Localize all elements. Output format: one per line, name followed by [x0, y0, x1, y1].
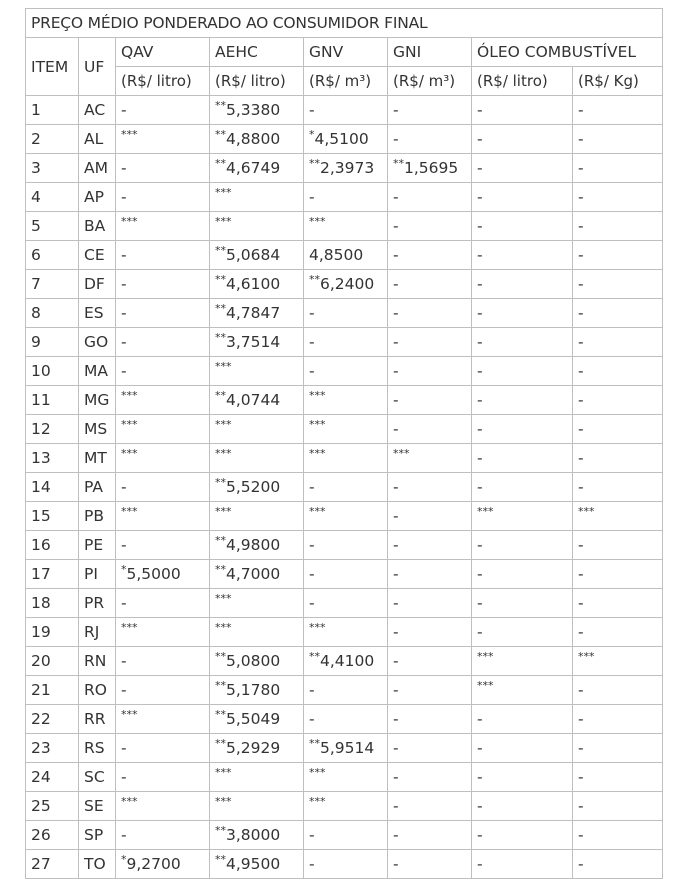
units-row: [26, 67, 663, 96]
gnv-cell: ***: [304, 444, 388, 473]
uf-cell: DF: [79, 270, 116, 299]
qav-cell: ***: [116, 415, 210, 444]
oleo-kg-cell: -: [573, 415, 663, 444]
table-row: [26, 444, 663, 473]
table-row: [26, 270, 663, 299]
gnv-cell: ***: [304, 502, 388, 531]
header-gnv: GNV: [304, 38, 388, 67]
item-cell: 12: [26, 415, 79, 444]
gnv-cell: -: [304, 705, 388, 734]
qav-cell: ***: [116, 444, 210, 473]
aehc-cell: **4,0744: [210, 386, 304, 415]
gnv-cell: ***: [304, 386, 388, 415]
oleo-kg-cell: -: [573, 183, 663, 212]
aehc-cell: ***: [210, 212, 304, 241]
qav-cell: -: [116, 270, 210, 299]
oleo-kg-cell: -: [573, 618, 663, 647]
item-cell: 24: [26, 763, 79, 792]
uf-cell: MT: [79, 444, 116, 473]
oleo-litro-cell: -: [472, 386, 573, 415]
oleo-litro-cell: -: [472, 792, 573, 821]
gni-cell: -: [388, 560, 472, 589]
gni-cell: -: [388, 415, 472, 444]
qav-cell: -: [116, 241, 210, 270]
price-table: [25, 8, 663, 879]
table-row: [26, 705, 663, 734]
gni-cell: -: [388, 705, 472, 734]
oleo-kg-cell: -: [573, 444, 663, 473]
qav-cell: *9,2700: [116, 850, 210, 879]
gnv-cell: ***: [304, 212, 388, 241]
uf-cell: PR: [79, 589, 116, 618]
table-row: [26, 125, 663, 154]
item-cell: 27: [26, 850, 79, 879]
oleo-litro-cell: -: [472, 850, 573, 879]
unit-qav: (R$/ litro): [116, 67, 210, 96]
gni-cell: -: [388, 96, 472, 125]
gni-cell: -: [388, 386, 472, 415]
table-row: [26, 618, 663, 647]
aehc-cell: **4,9500: [210, 850, 304, 879]
aehc-cell: **4,9800: [210, 531, 304, 560]
item-cell: 26: [26, 821, 79, 850]
qav-cell: ***: [116, 212, 210, 241]
qav-cell: ***: [116, 792, 210, 821]
qav-cell: -: [116, 328, 210, 357]
oleo-litro-cell: -: [472, 299, 573, 328]
item-cell: 20: [26, 647, 79, 676]
gni-cell: -: [388, 212, 472, 241]
uf-cell: CE: [79, 241, 116, 270]
oleo-kg-cell: -: [573, 821, 663, 850]
uf-cell: MS: [79, 415, 116, 444]
header-oleo: ÓLEO COMBUSTÍVEL: [472, 38, 663, 67]
gni-cell: -: [388, 734, 472, 763]
gni-cell: -: [388, 270, 472, 299]
oleo-kg-cell: -: [573, 328, 663, 357]
oleo-kg-cell: -: [573, 154, 663, 183]
oleo-kg-cell: -: [573, 763, 663, 792]
table-row: [26, 357, 663, 386]
uf-cell: RO: [79, 676, 116, 705]
uf-cell: RR: [79, 705, 116, 734]
gni-cell: **1,5695: [388, 154, 472, 183]
gnv-cell: **6,2400: [304, 270, 388, 299]
gnv-cell: -: [304, 357, 388, 386]
item-cell: 19: [26, 618, 79, 647]
oleo-kg-cell: -: [573, 270, 663, 299]
gnv-cell: -: [304, 183, 388, 212]
oleo-litro-cell: -: [472, 531, 573, 560]
gni-cell: -: [388, 821, 472, 850]
qav-cell: -: [116, 589, 210, 618]
oleo-litro-cell: -: [472, 96, 573, 125]
header-row: [26, 38, 663, 67]
gni-cell: -: [388, 850, 472, 879]
unit-oleo-litro: (R$/ litro): [472, 67, 573, 96]
oleo-litro-cell: -: [472, 589, 573, 618]
qav-cell: -: [116, 531, 210, 560]
gni-cell: -: [388, 241, 472, 270]
table-title: PREÇO MÉDIO PONDERADO AO CONSUMIDOR FINAL: [26, 9, 663, 38]
item-cell: 8: [26, 299, 79, 328]
uf-cell: BA: [79, 212, 116, 241]
table-row: [26, 386, 663, 415]
table-row: [26, 96, 663, 125]
oleo-litro-cell: -: [472, 705, 573, 734]
aehc-cell: ***: [210, 357, 304, 386]
table-row: [26, 734, 663, 763]
oleo-litro-cell: -: [472, 357, 573, 386]
aehc-cell: **5,0800: [210, 647, 304, 676]
gnv-cell: -: [304, 560, 388, 589]
oleo-litro-cell: -: [472, 415, 573, 444]
aehc-cell: **5,5200: [210, 473, 304, 502]
oleo-kg-cell: -: [573, 560, 663, 589]
uf-cell: MA: [79, 357, 116, 386]
oleo-litro-cell: -: [472, 473, 573, 502]
item-cell: 5: [26, 212, 79, 241]
table-row: [26, 589, 663, 618]
aehc-cell: ***: [210, 183, 304, 212]
item-cell: 17: [26, 560, 79, 589]
uf-cell: RS: [79, 734, 116, 763]
gnv-cell: ***: [304, 763, 388, 792]
table-row: [26, 676, 663, 705]
unit-aehc: (R$/ litro): [210, 67, 304, 96]
qav-cell: -: [116, 763, 210, 792]
gnv-cell: -: [304, 96, 388, 125]
oleo-kg-cell: -: [573, 734, 663, 763]
uf-cell: SC: [79, 763, 116, 792]
oleo-litro-cell: ***: [472, 502, 573, 531]
item-cell: 10: [26, 357, 79, 386]
gni-cell: -: [388, 647, 472, 676]
oleo-kg-cell: -: [573, 125, 663, 154]
item-cell: 18: [26, 589, 79, 618]
gnv-cell: ***: [304, 618, 388, 647]
qav-cell: -: [116, 96, 210, 125]
gnv-cell: **2,3973: [304, 154, 388, 183]
item-cell: 23: [26, 734, 79, 763]
header-uf: UF: [79, 38, 116, 96]
uf-cell: PA: [79, 473, 116, 502]
oleo-litro-cell: -: [472, 328, 573, 357]
qav-cell: ***: [116, 705, 210, 734]
uf-cell: PB: [79, 502, 116, 531]
oleo-litro-cell: -: [472, 618, 573, 647]
title-row: [26, 9, 663, 38]
aehc-cell: ***: [210, 415, 304, 444]
gnv-cell: -: [304, 299, 388, 328]
gni-cell: -: [388, 676, 472, 705]
item-cell: 14: [26, 473, 79, 502]
oleo-litro-cell: -: [472, 734, 573, 763]
aehc-cell: ***: [210, 444, 304, 473]
aehc-cell: **3,8000: [210, 821, 304, 850]
table-row: [26, 502, 663, 531]
table-row: [26, 763, 663, 792]
uf-cell: TO: [79, 850, 116, 879]
uf-cell: RN: [79, 647, 116, 676]
item-cell: 6: [26, 241, 79, 270]
oleo-kg-cell: -: [573, 96, 663, 125]
oleo-kg-cell: -: [573, 357, 663, 386]
oleo-kg-cell: -: [573, 212, 663, 241]
aehc-cell: ***: [210, 502, 304, 531]
qav-cell: -: [116, 473, 210, 502]
item-cell: 22: [26, 705, 79, 734]
gni-cell: -: [388, 125, 472, 154]
oleo-litro-cell: -: [472, 125, 573, 154]
item-cell: 16: [26, 531, 79, 560]
item-cell: 11: [26, 386, 79, 415]
uf-cell: GO: [79, 328, 116, 357]
oleo-kg-cell: -: [573, 850, 663, 879]
gnv-cell: -: [304, 531, 388, 560]
gni-cell: -: [388, 328, 472, 357]
gni-cell: -: [388, 531, 472, 560]
table-row: [26, 183, 663, 212]
qav-cell: -: [116, 734, 210, 763]
uf-cell: ES: [79, 299, 116, 328]
table-row: [26, 850, 663, 879]
aehc-cell: **4,8800: [210, 125, 304, 154]
qav-cell: ***: [116, 618, 210, 647]
gni-cell: -: [388, 763, 472, 792]
oleo-kg-cell: -: [573, 473, 663, 502]
gni-cell: -: [388, 473, 472, 502]
oleo-kg-cell: -: [573, 705, 663, 734]
qav-cell: ***: [116, 386, 210, 415]
gnv-cell: -: [304, 473, 388, 502]
aehc-cell: ***: [210, 792, 304, 821]
oleo-kg-cell: -: [573, 241, 663, 270]
qav-cell: -: [116, 357, 210, 386]
aehc-cell: ***: [210, 618, 304, 647]
item-cell: 7: [26, 270, 79, 299]
table-row: [26, 560, 663, 589]
oleo-litro-cell: -: [472, 444, 573, 473]
uf-cell: AL: [79, 125, 116, 154]
qav-cell: ***: [116, 502, 210, 531]
gni-cell: -: [388, 183, 472, 212]
gnv-cell: -: [304, 850, 388, 879]
uf-cell: PI: [79, 560, 116, 589]
qav-cell: -: [116, 183, 210, 212]
gni-cell: -: [388, 589, 472, 618]
qav-cell: -: [116, 676, 210, 705]
gni-cell: -: [388, 357, 472, 386]
item-cell: 9: [26, 328, 79, 357]
oleo-litro-cell: -: [472, 270, 573, 299]
oleo-litro-cell: -: [472, 212, 573, 241]
table-row: [26, 154, 663, 183]
uf-cell: AM: [79, 154, 116, 183]
gni-cell: -: [388, 618, 472, 647]
aehc-cell: **5,5049: [210, 705, 304, 734]
uf-cell: AC: [79, 96, 116, 125]
table-row: [26, 792, 663, 821]
aehc-cell: ***: [210, 763, 304, 792]
qav-cell: -: [116, 154, 210, 183]
table-row: [26, 299, 663, 328]
aehc-cell: **4,6100: [210, 270, 304, 299]
aehc-cell: ***: [210, 589, 304, 618]
qav-cell: -: [116, 299, 210, 328]
qav-cell: -: [116, 821, 210, 850]
uf-cell: SP: [79, 821, 116, 850]
oleo-litro-cell: -: [472, 763, 573, 792]
item-cell: 21: [26, 676, 79, 705]
item-cell: 15: [26, 502, 79, 531]
uf-cell: AP: [79, 183, 116, 212]
header-gni: GNI: [388, 38, 472, 67]
oleo-litro-cell: -: [472, 183, 573, 212]
oleo-kg-cell: -: [573, 386, 663, 415]
aehc-cell: **5,1780: [210, 676, 304, 705]
item-cell: 25: [26, 792, 79, 821]
aehc-cell: **4,6749: [210, 154, 304, 183]
uf-cell: MG: [79, 386, 116, 415]
oleo-litro-cell: ***: [472, 647, 573, 676]
item-cell: 2: [26, 125, 79, 154]
item-cell: 4: [26, 183, 79, 212]
uf-cell: SE: [79, 792, 116, 821]
gnv-cell: -: [304, 328, 388, 357]
table-row: [26, 415, 663, 444]
aehc-cell: **4,7847: [210, 299, 304, 328]
gni-cell: ***: [388, 444, 472, 473]
table-row: [26, 473, 663, 502]
uf-cell: PE: [79, 531, 116, 560]
aehc-cell: **5,0684: [210, 241, 304, 270]
gni-cell: -: [388, 299, 472, 328]
item-cell: 1: [26, 96, 79, 125]
gnv-cell: -: [304, 676, 388, 705]
oleo-kg-cell: -: [573, 589, 663, 618]
table-row: [26, 531, 663, 560]
oleo-kg-cell: -: [573, 531, 663, 560]
oleo-kg-cell: ***: [573, 502, 663, 531]
gnv-cell: -: [304, 589, 388, 618]
gnv-cell: **5,9514: [304, 734, 388, 763]
gnv-cell: ***: [304, 415, 388, 444]
oleo-kg-cell: -: [573, 676, 663, 705]
table-row: [26, 212, 663, 241]
table-row: [26, 328, 663, 357]
table-row: [26, 241, 663, 270]
oleo-litro-cell: -: [472, 154, 573, 183]
aehc-cell: **3,7514: [210, 328, 304, 357]
gnv-cell: **4,4100: [304, 647, 388, 676]
oleo-litro-cell: -: [472, 560, 573, 589]
gni-cell: -: [388, 502, 472, 531]
gnv-cell: *4,5100: [304, 125, 388, 154]
oleo-litro-cell: -: [472, 241, 573, 270]
qav-cell: *5,5000: [116, 560, 210, 589]
qav-cell: ***: [116, 125, 210, 154]
unit-gnv: (R$/ m³): [304, 67, 388, 96]
header-item: ITEM: [26, 38, 79, 96]
header-qav: QAV: [116, 38, 210, 67]
oleo-kg-cell: ***: [573, 647, 663, 676]
table-row: [26, 647, 663, 676]
gni-cell: -: [388, 792, 472, 821]
uf-cell: RJ: [79, 618, 116, 647]
table-row: [26, 821, 663, 850]
item-cell: 3: [26, 154, 79, 183]
qav-cell: -: [116, 647, 210, 676]
aehc-cell: **4,7000: [210, 560, 304, 589]
gnv-cell: 4,8500: [304, 241, 388, 270]
oleo-kg-cell: -: [573, 299, 663, 328]
unit-oleo-kg: (R$/ Kg): [573, 67, 663, 96]
aehc-cell: **5,3380: [210, 96, 304, 125]
oleo-litro-cell: ***: [472, 676, 573, 705]
gnv-cell: ***: [304, 792, 388, 821]
table-body: [26, 96, 663, 879]
aehc-cell: **5,2929: [210, 734, 304, 763]
oleo-litro-cell: -: [472, 821, 573, 850]
oleo-kg-cell: -: [573, 792, 663, 821]
item-cell: 13: [26, 444, 79, 473]
unit-gni: (R$/ m³): [388, 67, 472, 96]
gnv-cell: -: [304, 821, 388, 850]
header-aehc: AEHC: [210, 38, 304, 67]
